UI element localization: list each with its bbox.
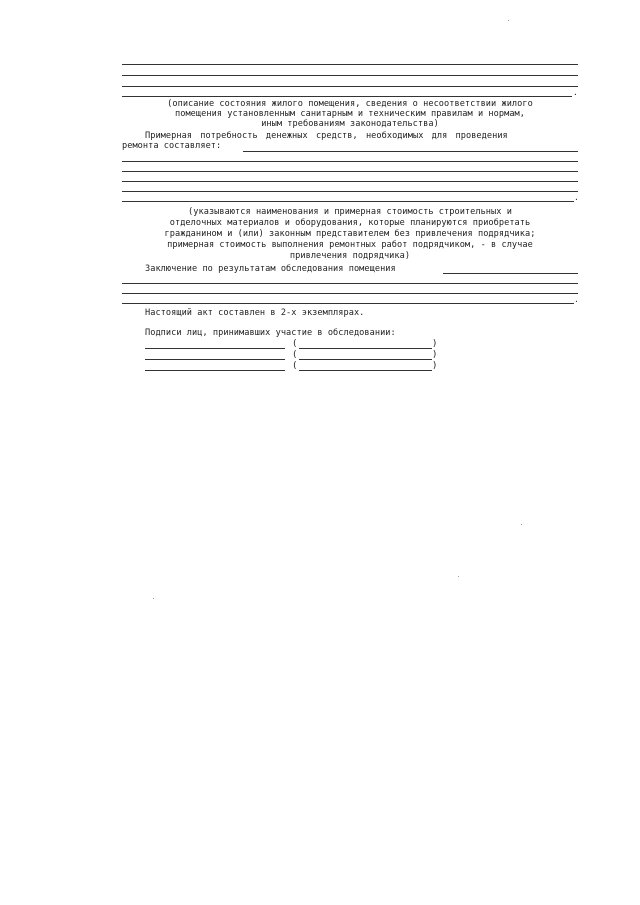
materials-caption-line-4: примерная стоимость выполнения ремонтных работ подрядчиком, - в случае [167,240,533,250]
funds-amount-field[interactable] [243,151,578,152]
signature-name-field-2[interactable] [299,359,432,360]
conclusion-end-period: . [574,295,579,304]
description-line-2 [122,75,578,76]
materials-caption-line-5: привлечения подрядчика) [289,251,411,261]
description-caption-line-3: иным требованиям законодательства) [261,119,439,129]
signature-name-close-paren-2: ) [432,350,438,360]
funds-line-5 [122,201,574,202]
materials-caption-line-3: гражданином и (или) законным представителем без привлечения подрядчика; [164,229,536,239]
conclusion-line-1 [122,283,578,284]
funds-end-period: . [574,193,579,202]
signatures-label: Подписи лиц, принимавших участие в обследовании: [145,328,396,338]
description-line-4 [122,96,572,97]
description-caption-line-2: помещения установленным санитарным и техническим правилам и нормам, [175,109,525,119]
funds-paragraph-line-1: Примерная потребность денежных средств, необходимых для проведения [145,131,508,141]
materials-caption-line-1: (указываются наименования и примерная стоимость строительных и [188,207,512,217]
description-line-3 [122,86,578,87]
conclusion-line-2 [122,293,578,294]
signature-name-open-paren-1: ( [292,339,298,349]
funds-line-2 [122,171,578,172]
signature-name-field-1[interactable] [299,348,432,349]
conclusion-line-3 [122,303,574,304]
funds-paragraph-line-2: ремонта составляет: [122,141,222,151]
scan-speck-2 [521,524,522,525]
copies-statement: Настоящий акт составлен в 2-х экземплярах. [145,308,365,318]
funds-line-3 [122,181,578,182]
description-line-1 [122,64,578,65]
funds-line-4 [122,191,578,192]
signature-field-3[interactable] [145,370,285,371]
description-end-period: . [573,88,578,97]
signature-name-close-paren-3: ) [432,361,438,371]
signature-name-field-3[interactable] [299,370,432,371]
signature-field-1[interactable] [145,348,285,349]
signature-field-2[interactable] [145,359,285,360]
materials-caption-line-2: отделочных материалов и оборудования, которые планируются приобретать [169,218,531,228]
scan-speck-1 [508,20,509,21]
description-caption-line-1: (описание состояния жилого помещения, сведения о несоответствии жилого [167,99,533,109]
funds-line-1 [122,161,578,162]
scan-speck-4 [153,598,154,599]
signature-name-close-paren-1: ) [432,339,438,349]
signature-name-open-paren-2: ( [292,350,298,360]
conclusion-label: Заключение по результатам обследования помещения [145,264,396,274]
conclusion-field[interactable] [443,273,578,274]
signature-name-open-paren-3: ( [292,361,298,371]
scan-speck-3 [458,576,459,577]
